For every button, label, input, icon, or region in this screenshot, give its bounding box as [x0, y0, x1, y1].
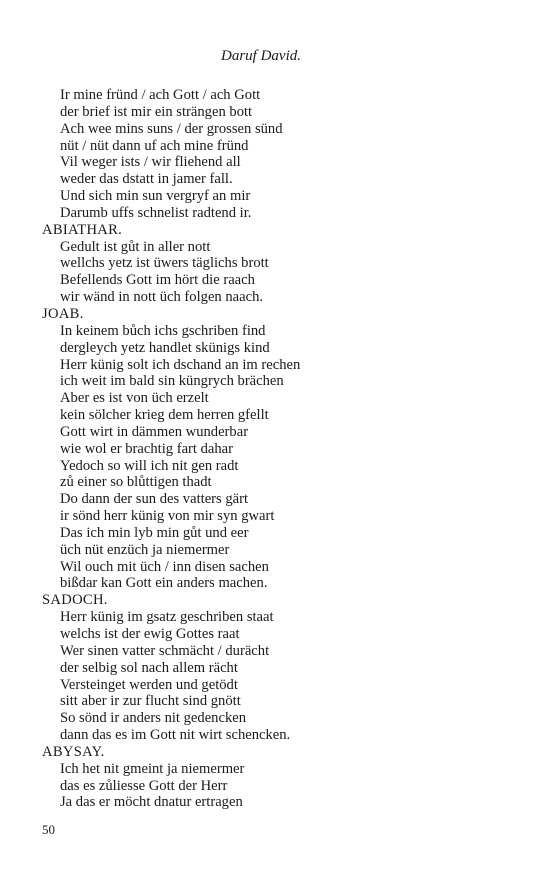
verse-line: Ja das er möcht dnatur ertragen — [60, 794, 243, 811]
verse-line: Das ich min lyb min gůt und eer — [60, 524, 249, 541]
verse-line: nüt / nüt dann uf ach mine fründ — [60, 137, 249, 154]
verse-line: welchs ist der ewig Gottes raat — [60, 626, 240, 642]
verse-line: dann das es im Gott nit wirt schencken. — [60, 727, 291, 744]
verse-line: der brief ist mir ein strängen bott — [60, 103, 253, 120]
verse-line: dergleych yetz handlet skünigs kind — [60, 339, 270, 356]
text-block — [42, 87, 512, 811]
verse-line: Herr künig solt ich dschand an im rechen — [60, 356, 301, 373]
verse-line: So sönd ir anders nit gedencken — [60, 710, 247, 727]
verse-line: Yedoch so will ich nit gen radt — [60, 457, 239, 474]
verse-line: Gott wirt in dämmen wunderbar — [60, 423, 249, 440]
page-number: 50 — [42, 822, 55, 837]
speaker-name: ABIATHAR. — [42, 221, 123, 238]
verse-line: weder das dstatt in jamer fall. — [60, 171, 233, 188]
verse-line: der selbig sol nach allem rächt — [60, 659, 238, 676]
verse-line: ich weit im bald sin küngrych brächen — [60, 373, 284, 390]
verse-line: zů einer so blůttigen thadt — [60, 474, 212, 491]
running-head: Daruf David. — [221, 48, 301, 64]
verse-line: Do dann der sun des vatters gärt — [60, 491, 249, 508]
verse-line: Wil ouch mit üch / inn disen sachen — [60, 558, 269, 575]
verse-line: Darumb uffs schnelist radtend ir. — [60, 204, 252, 221]
verse-line: Herr künig im gsatz geschriben staat — [60, 609, 274, 626]
speaker-name: SADOCH. — [42, 592, 108, 609]
verse-line: Wer sinen vatter schmächt / durächt — [60, 642, 270, 659]
verse-line: üch nüt enzüch ja niemermer — [60, 541, 230, 558]
verse-line: Ach wee mins suns / der grossen sünd — [60, 120, 283, 137]
verse-line: Versteinget werden und getödt — [60, 676, 238, 693]
verse-line: Ir mine fründ / ach Gott / ach Gott — [60, 87, 261, 103]
verse-line: wellchs yetz ist üwers täglichs brott — [60, 255, 269, 272]
verse-line: Befellends Gott im hört die raach — [60, 272, 255, 289]
speaker-name: JOAB. — [42, 305, 84, 322]
verse-line: wie wol er brachtig fart dahar — [60, 440, 234, 457]
verse-line: Gedult ist gůt in aller nott — [60, 238, 211, 255]
speaker-name: ABYSAY. — [42, 743, 105, 760]
verse-line: Aber es ist von üch erzelt — [60, 390, 209, 407]
verse-line: das es zůliesse Gott der Herr — [60, 777, 228, 794]
verse-line: In keinem bůch ichs gschriben find — [60, 322, 266, 339]
verse-line: Ich het nit gmeint ja niemermer — [60, 760, 245, 777]
verse-line: ir sönd herr künig von mir syn gwart — [60, 508, 275, 525]
verse-line: sitt aber ir zur flucht sind gnött — [60, 693, 241, 710]
verse-line: kein sölcher krieg dem herren gfellt — [60, 407, 269, 424]
verse-line: Und sich min sun vergryf an mir — [60, 188, 251, 205]
verse-line: bißdar kan Gott ein anders machen. — [60, 575, 268, 592]
verse-line: Vil weger ists / wir fliehend all — [60, 154, 241, 171]
verse-line: wir wänd in nott üch folgen naach. — [60, 289, 264, 306]
